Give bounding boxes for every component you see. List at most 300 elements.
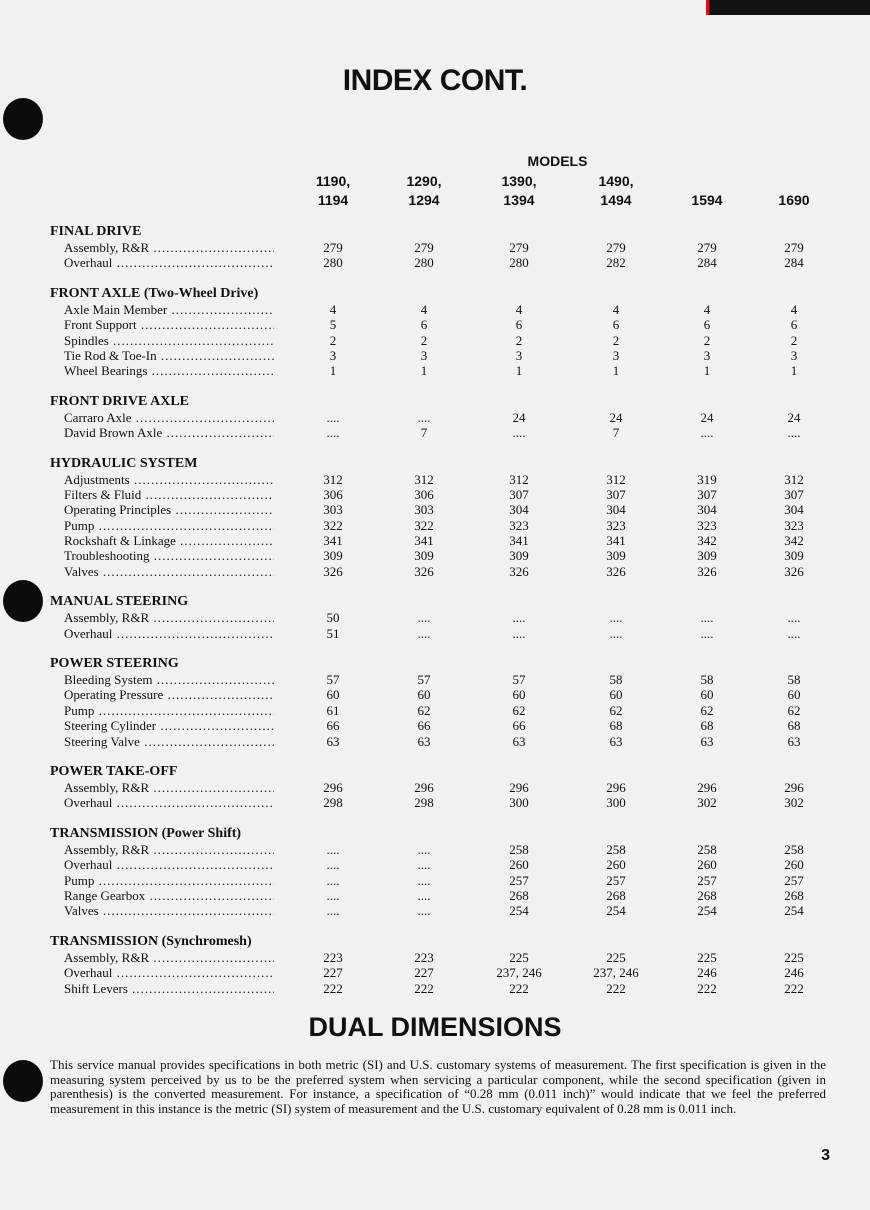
page-ref: 4 xyxy=(329,301,337,317)
page-ref: 50 xyxy=(326,610,340,626)
page-ref: 63 xyxy=(417,733,431,749)
index-row xyxy=(0,533,870,548)
page-ref: 6 xyxy=(790,317,798,333)
page-ref: 296 xyxy=(414,779,434,795)
page-ref: 63 xyxy=(326,733,340,749)
page-ref: 260 xyxy=(606,857,626,873)
model-header-line2: 1690 xyxy=(778,192,810,208)
page-ref: 279 xyxy=(414,240,434,255)
page-ref: 4 xyxy=(703,301,711,317)
page-ref: 237, 246 xyxy=(496,965,542,981)
page-ref: 1 xyxy=(515,363,523,379)
binder-hole-top xyxy=(3,98,43,140)
page-ref: .... xyxy=(417,610,431,626)
page-ref: 323 xyxy=(784,517,804,533)
index-row xyxy=(0,857,870,872)
section-title: TRANSMISSION (Synchromesh) xyxy=(50,933,252,949)
page-ref: .... xyxy=(417,903,431,919)
model-header xyxy=(576,172,656,210)
page-ref: .... xyxy=(512,610,526,626)
row-label: Steering Cylinder ..... xyxy=(64,718,274,733)
page-ref: 62 xyxy=(700,702,714,718)
page-ref: 222 xyxy=(509,980,529,996)
index-row xyxy=(0,518,870,533)
row-label: Assembly, R&R ..... xyxy=(64,240,274,255)
row-label: Overhaul ..... xyxy=(64,255,274,270)
page-ref: 4 xyxy=(420,301,428,317)
index-section xyxy=(0,764,870,811)
page-ref: 246 xyxy=(697,965,717,981)
page-ref: 1 xyxy=(790,363,798,379)
page-ref: 227 xyxy=(323,965,343,981)
page-ref: 2 xyxy=(703,332,711,348)
page-ref: 51 xyxy=(326,625,340,641)
row-label: Axle Main Member ..... xyxy=(64,302,274,317)
page-ref: 306 xyxy=(414,486,434,502)
page-ref: 304 xyxy=(697,502,717,518)
model-header xyxy=(293,172,373,210)
page-ref: .... xyxy=(787,625,801,641)
row-label: Valves ..... xyxy=(64,903,274,918)
page-ref: 258 xyxy=(509,841,529,857)
page-ref: 298 xyxy=(414,795,434,811)
page-ref: 326 xyxy=(509,563,529,579)
models-label: MODELS xyxy=(527,153,588,169)
page-ref: 300 xyxy=(509,795,529,811)
page-ref: 307 xyxy=(606,486,626,502)
page-ref: 323 xyxy=(509,517,529,533)
index-row xyxy=(0,610,870,625)
row-label: Overhaul ..... xyxy=(64,626,274,641)
page-ref: .... xyxy=(609,625,623,641)
page-ref: .... xyxy=(326,857,340,873)
index-row xyxy=(0,873,870,888)
page-ref: 326 xyxy=(697,563,717,579)
page-ref: 3 xyxy=(420,347,428,363)
row-label: Wheel Bearings ..... xyxy=(64,363,274,378)
page-ref: 302 xyxy=(784,795,804,811)
page-ref: 66 xyxy=(326,718,340,734)
page-ref: .... xyxy=(326,841,340,857)
page-ref: 304 xyxy=(606,502,626,518)
page-ref: 280 xyxy=(414,255,434,271)
page-ref: 3 xyxy=(703,347,711,363)
row-label: Valves ..... xyxy=(64,564,274,579)
page-ref: 296 xyxy=(784,779,804,795)
index-row xyxy=(0,903,870,918)
page-ref: 257 xyxy=(606,872,626,888)
page-ref: 68 xyxy=(787,718,801,734)
page-ref: 7 xyxy=(612,425,620,441)
page-ref: 300 xyxy=(606,795,626,811)
index-row xyxy=(0,502,870,517)
row-label: Overhaul ..... xyxy=(64,857,274,872)
page-ref: 62 xyxy=(512,702,526,718)
page-ref: .... xyxy=(700,425,714,441)
index-row xyxy=(0,472,870,487)
section-title: POWER STEERING xyxy=(50,656,179,672)
page-ref: 322 xyxy=(414,517,434,533)
page-ref: 68 xyxy=(609,718,623,734)
page-number: 3 xyxy=(821,1147,830,1164)
page-ref: 63 xyxy=(700,733,714,749)
section-title: FRONT DRIVE AXLE xyxy=(50,393,189,409)
row-label: Filters & Fluid ..... xyxy=(64,487,274,502)
section-title: HYDRAULIC SYSTEM xyxy=(50,455,198,471)
page-ref: .... xyxy=(417,409,431,425)
page-ref: 2 xyxy=(515,332,523,348)
page-ref: 307 xyxy=(509,486,529,502)
index-row xyxy=(0,425,870,440)
page-ref: 268 xyxy=(784,887,804,903)
page-ref: .... xyxy=(700,610,714,626)
page-ref: 60 xyxy=(326,687,340,703)
page-ref: 63 xyxy=(609,733,623,749)
index-section xyxy=(0,224,870,271)
page-ref: 312 xyxy=(323,471,343,487)
page-ref: 279 xyxy=(509,240,529,255)
index-row xyxy=(0,240,870,255)
page-ref: .... xyxy=(326,903,340,919)
page-ref: 222 xyxy=(606,980,626,996)
model-header-line1 xyxy=(754,172,834,191)
page-ref: .... xyxy=(417,872,431,888)
row-label: Assembly, R&R ..... xyxy=(64,842,274,857)
page-ref: 60 xyxy=(417,687,431,703)
model-header-line2: 1494 xyxy=(600,192,632,208)
page-ref: 57 xyxy=(417,672,431,688)
row-label: Steering Valve ..... xyxy=(64,734,274,749)
page-ref: 296 xyxy=(323,779,343,795)
page-ref: 227 xyxy=(414,965,434,981)
page-ref: 309 xyxy=(509,548,529,564)
model-header-line1: 1190, xyxy=(315,173,351,189)
page-ref: 225 xyxy=(509,949,529,965)
index-row xyxy=(0,348,870,363)
index-row xyxy=(0,703,870,718)
row-label: Front Support ..... xyxy=(64,317,274,332)
page-ref: 62 xyxy=(787,702,801,718)
page-ref: .... xyxy=(417,625,431,641)
index-row xyxy=(0,564,870,579)
page-ref: 58 xyxy=(787,672,801,688)
page-ref: 24 xyxy=(512,409,526,425)
page-ref: 296 xyxy=(697,779,717,795)
page-ref: 254 xyxy=(697,903,717,919)
page-ref: 280 xyxy=(509,255,529,271)
index-row xyxy=(0,981,870,996)
page-ref: 309 xyxy=(784,548,804,564)
page-ref: 60 xyxy=(787,687,801,703)
page-ref: 307 xyxy=(784,486,804,502)
page-ref: 260 xyxy=(784,857,804,873)
page-ref: 257 xyxy=(697,872,717,888)
section-title: POWER TAKE-OFF xyxy=(50,763,178,779)
page-ref: 63 xyxy=(512,733,526,749)
row-label: Overhaul ..... xyxy=(64,965,274,980)
section-title: MANUAL STEERING xyxy=(50,594,189,610)
page-ref: 326 xyxy=(414,563,434,579)
page-ref: 326 xyxy=(784,563,804,579)
page-ref: 298 xyxy=(323,795,343,811)
page-ref: 257 xyxy=(784,872,804,888)
page-ref: 237, 246 xyxy=(593,965,639,981)
page-ref: 304 xyxy=(784,502,804,518)
page-ref: 3 xyxy=(790,347,798,363)
model-header-line1: 1290, xyxy=(406,173,442,189)
page-ref: 309 xyxy=(414,548,434,564)
page-ref: 63 xyxy=(787,733,801,749)
page-ref: 4 xyxy=(612,301,620,317)
page-ref: 4 xyxy=(790,301,798,317)
model-header xyxy=(754,172,834,210)
model-header-line1: 1390, xyxy=(501,173,537,189)
page-ref: 223 xyxy=(414,949,434,965)
page-ref: 57 xyxy=(512,672,526,688)
page-ref: 279 xyxy=(606,240,626,255)
section-title: TRANSMISSION (Power Shift) xyxy=(50,825,242,841)
index-row xyxy=(0,626,870,641)
page-ref: 2 xyxy=(420,332,428,348)
row-label: Assembly, R&R ..... xyxy=(64,780,274,795)
page-ref: 257 xyxy=(509,872,529,888)
page-ref: 225 xyxy=(697,949,717,965)
index-row xyxy=(0,965,870,980)
row-label: Spindles ..... xyxy=(64,333,274,348)
page-ref: 303 xyxy=(414,502,434,518)
page-ref: .... xyxy=(417,841,431,857)
page-ref: 302 xyxy=(697,795,717,811)
row-label: Assembly, R&R ..... xyxy=(64,950,274,965)
page-ref: 284 xyxy=(697,255,717,271)
page-ref: 307 xyxy=(697,486,717,502)
page-ref: .... xyxy=(787,425,801,441)
page-ref: 5 xyxy=(329,317,337,333)
page-ref: 61 xyxy=(326,702,340,718)
model-header-line1: 1490, xyxy=(598,173,634,189)
page-ref: 6 xyxy=(515,317,523,333)
page-ref: .... xyxy=(326,409,340,425)
page-ref: 258 xyxy=(606,841,626,857)
page-ref: 6 xyxy=(612,317,620,333)
index-row xyxy=(0,780,870,795)
page-ref: 303 xyxy=(323,502,343,518)
row-label: Pump ..... xyxy=(64,518,274,533)
page-ref: 322 xyxy=(323,517,343,533)
page-ref: 62 xyxy=(417,702,431,718)
model-header-line2: 1394 xyxy=(503,192,535,208)
model-header xyxy=(667,172,747,210)
index-row xyxy=(0,363,870,378)
row-label: Range Gearbox ..... xyxy=(64,888,274,903)
page-ref: 341 xyxy=(414,533,434,549)
row-label: Adjustments ..... xyxy=(64,472,274,487)
page-ref: 1 xyxy=(612,363,620,379)
page-ref: 341 xyxy=(323,533,343,549)
page-ref: 222 xyxy=(784,980,804,996)
index-row xyxy=(0,548,870,563)
page-ref: 6 xyxy=(420,317,428,333)
page-ref: 62 xyxy=(609,702,623,718)
page-ref: .... xyxy=(512,625,526,641)
index-row xyxy=(0,672,870,687)
row-label: Troubleshooting ..... xyxy=(64,548,274,563)
page-ref: 2 xyxy=(612,332,620,348)
index-section xyxy=(0,934,870,996)
page-ref: 24 xyxy=(787,409,801,425)
page-ref: 57 xyxy=(326,672,340,688)
page-ref: 282 xyxy=(606,255,626,271)
page-ref: .... xyxy=(326,425,340,441)
row-label: Assembly, R&R ..... xyxy=(64,610,274,625)
page-ref: 58 xyxy=(609,672,623,688)
model-header xyxy=(384,172,464,210)
page-ref: 24 xyxy=(609,409,623,425)
page-ref: .... xyxy=(326,872,340,888)
page-ref: 284 xyxy=(784,255,804,271)
page-ref: 312 xyxy=(606,471,626,487)
index-row xyxy=(0,888,870,903)
page-ref: 309 xyxy=(323,548,343,564)
page-ref: 258 xyxy=(697,841,717,857)
page-ref: 279 xyxy=(323,240,343,255)
row-label: Operating Pressure ..... xyxy=(64,687,274,702)
row-label: Pump ..... xyxy=(64,873,274,888)
page-ref: .... xyxy=(700,625,714,641)
index-row xyxy=(0,302,870,317)
page-ref: 254 xyxy=(784,903,804,919)
row-label: Overhaul ..... xyxy=(64,795,274,810)
page-ref: 306 xyxy=(323,486,343,502)
index-row xyxy=(0,487,870,502)
page-ref: 304 xyxy=(509,502,529,518)
row-label: Tie Rod & Toe-In ..... xyxy=(64,348,274,363)
row-label: Shift Levers ..... xyxy=(64,981,274,996)
section-title: FRONT AXLE (Two-Wheel Drive) xyxy=(50,285,259,301)
page-ref: .... xyxy=(609,610,623,626)
page-ref: 223 xyxy=(323,949,343,965)
page-ref: 68 xyxy=(700,718,714,734)
index-row xyxy=(0,410,870,425)
page-ref: 2 xyxy=(790,332,798,348)
page-ref: 225 xyxy=(606,949,626,965)
page-ref: 4 xyxy=(515,301,523,317)
page-ref: 222 xyxy=(697,980,717,996)
page-ref: 309 xyxy=(606,548,626,564)
page-ref: 279 xyxy=(784,240,804,255)
row-label: Bleeding System ..... xyxy=(64,672,274,687)
page-ref: 280 xyxy=(323,255,343,271)
index-section xyxy=(0,394,870,441)
model-header-line2: 1294 xyxy=(408,192,440,208)
index-row xyxy=(0,333,870,348)
page-ref: 342 xyxy=(697,533,717,549)
page-title: INDEX CONT. xyxy=(342,64,528,97)
page-ref: 254 xyxy=(509,903,529,919)
page-ref: 58 xyxy=(700,672,714,688)
row-label: Operating Principles ..... xyxy=(64,502,274,517)
index-row xyxy=(0,255,870,270)
model-header-line1 xyxy=(667,172,747,191)
page-ref: 312 xyxy=(414,471,434,487)
page-ref: 222 xyxy=(414,980,434,996)
page-ref: 312 xyxy=(784,471,804,487)
page-ref: 1 xyxy=(703,363,711,379)
page-ref: 3 xyxy=(515,347,523,363)
page-ref: 24 xyxy=(700,409,714,425)
page-ref: .... xyxy=(787,610,801,626)
page-ref: 268 xyxy=(509,887,529,903)
page-ref: 7 xyxy=(420,425,428,441)
page-ref: 3 xyxy=(329,347,337,363)
index-row xyxy=(0,842,870,857)
page-ref: .... xyxy=(417,887,431,903)
index-section xyxy=(0,286,870,379)
page-ref: 2 xyxy=(329,332,337,348)
page-ref: .... xyxy=(512,425,526,441)
page-ref: 279 xyxy=(697,240,717,255)
page-ref: 260 xyxy=(697,857,717,873)
page-ref: 342 xyxy=(784,533,804,549)
page-ref: 60 xyxy=(512,687,526,703)
index-section xyxy=(0,456,870,580)
row-label: Rockshaft & Linkage ..... xyxy=(64,533,274,548)
section-title: FINAL DRIVE xyxy=(50,224,142,239)
page-ref: 341 xyxy=(606,533,626,549)
index-section xyxy=(0,826,870,919)
page-ref: 319 xyxy=(697,471,717,487)
page-ref: 222 xyxy=(323,980,343,996)
dual-dimensions-heading: DUAL DIMENSIONS xyxy=(308,1012,562,1042)
page-ref: 66 xyxy=(417,718,431,734)
page-ref: 3 xyxy=(612,347,620,363)
page-ref: 296 xyxy=(509,779,529,795)
index-section xyxy=(0,594,870,641)
page-ref: .... xyxy=(326,887,340,903)
page-ref: 258 xyxy=(784,841,804,857)
page-ref: 60 xyxy=(609,687,623,703)
page-ref: 323 xyxy=(697,517,717,533)
page-ref: .... xyxy=(417,857,431,873)
page-ref: 268 xyxy=(697,887,717,903)
page-ref: 246 xyxy=(784,965,804,981)
index-row xyxy=(0,734,870,749)
index-row xyxy=(0,718,870,733)
model-header-line2: 1594 xyxy=(691,192,723,208)
page-ref: 254 xyxy=(606,903,626,919)
corner-tab-mark xyxy=(706,0,870,15)
page-ref: 323 xyxy=(606,517,626,533)
row-label: David Brown Axle ..... xyxy=(64,425,274,440)
page-ref: 1 xyxy=(329,363,337,379)
row-label: Pump ..... xyxy=(64,703,274,718)
page-ref: 60 xyxy=(700,687,714,703)
page-ref: 260 xyxy=(509,857,529,873)
page-ref: 326 xyxy=(606,563,626,579)
page-ref: 312 xyxy=(509,471,529,487)
dual-dimensions-text: This service manual provides specifications in both metric (SI) and U.S. customary systems of measurement. The first specification is given in the measuring system perceived by us to be the preferred system when servicing a particular component, while the second specification (given in parenthesis) is the converted measurement. For instance, a specification of “0.28 mm (0.011 inch)” would indicate that we feel the preferred measurement in this instance is the metric (SI) system of measurement and the U.S. customary equivalent of 0.28 mm is 0.011 inch. xyxy=(50,1057,826,1116)
index-section xyxy=(0,656,870,749)
index-row xyxy=(0,687,870,702)
page-ref: 341 xyxy=(509,533,529,549)
page-ref: 268 xyxy=(606,887,626,903)
model-header xyxy=(479,172,559,210)
page-ref: 225 xyxy=(784,949,804,965)
index-row xyxy=(0,317,870,332)
index-row xyxy=(0,795,870,810)
binder-hole-bottom xyxy=(3,1060,43,1102)
page-ref: 309 xyxy=(697,548,717,564)
